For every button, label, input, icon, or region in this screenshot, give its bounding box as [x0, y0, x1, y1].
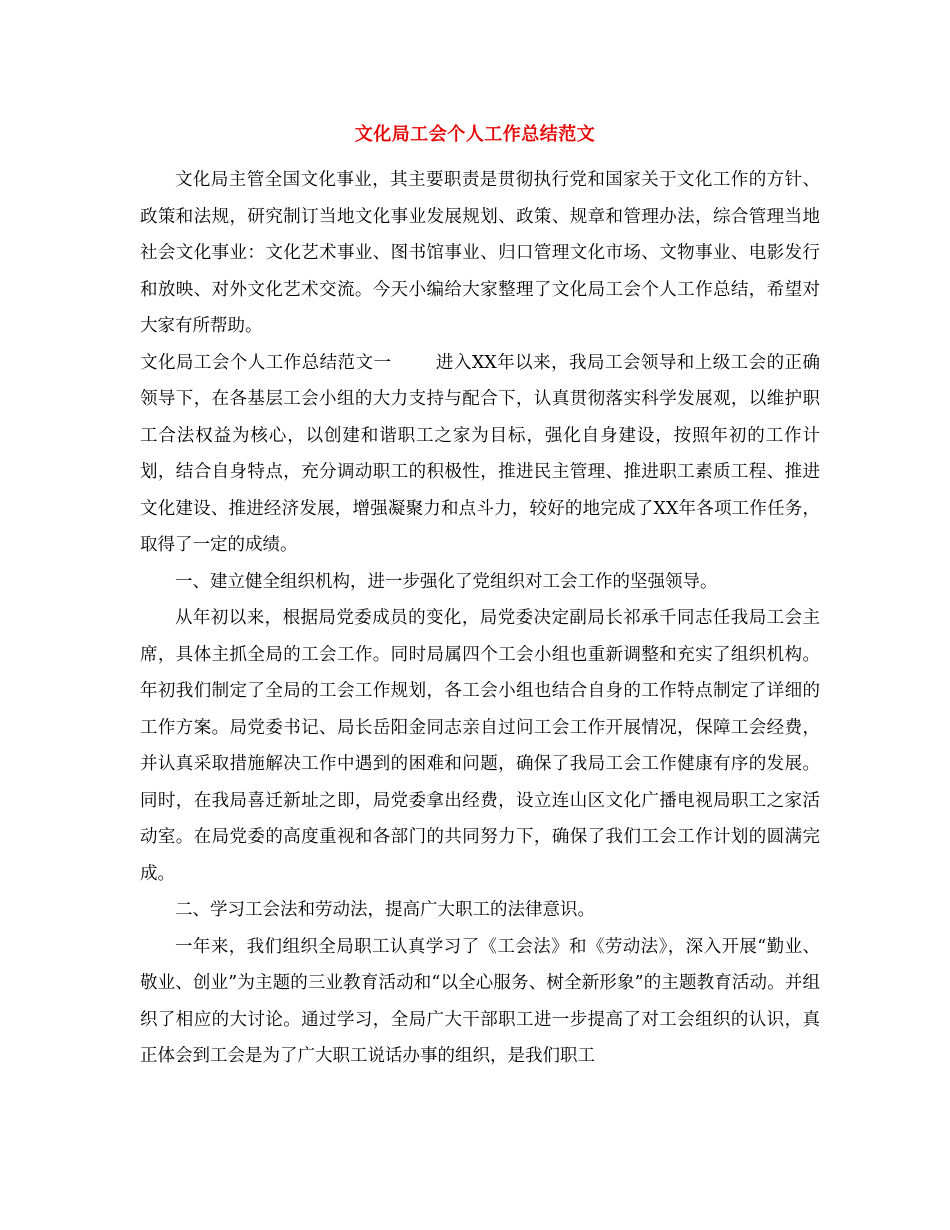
paragraph-1: 从年初以来，根据局党委成员的变化，局党委决定副局长祁承千同志任我局工会主席，具体主抓全局的工会工作。同时局属四个工会小组也重新调整和充实了组织机构。年初我们制定了全局的工会工作规划，各工会小组也结合自身的工作特点制定了详细的工作方案。局党委书记、局长岳阳金同志亲自过问工会工作开展情况，保障工会经费，并认真采取措施解决工作中遇到的困难和问题，确保了我局工会工作健康有序的发展。同时，在我局喜迁新址之即，局党委拿出经费，设立连山区文化广播电视局职工之家活动室。在局党委的高度重视和各部门的共同努力下，确保了我们工会工作计划的圆满完成。: [140, 608, 820, 884]
heading-1: 一、建立健全组织机构，进一步强化了党组织对工会工作的坚强领导。: [175, 571, 718, 592]
intro-paragraph: 文化局主管全国文化事业，其主要职责是贯彻执行党和国家关于文化工作的方针、政策和法规，研究制订当地文化事业发展规划、政策、规章和管理办法，综合管理当地社会文化事业：文化艺术事业、图书馆事业、归口管理文化市场、文物事业、电影发行和放映、对外文化艺术交流。今天小编给大家整理了文化局工会个人工作总结，希望对大家有所帮助。: [140, 170, 820, 336]
paragraph-2: 一年来，我们组织全局职工认真学习了《工会法》和《劳动法》，深入开展“勤业、敬业、创业”为主题的三业教育活动和“以全心服务、树全新形象”的主题教育活动。并组织了相应的大讨论。通过学习，全局广大干部职工进一步提高了对工会组织的认识，真正体会到工会是为了广大职工说话办事的组织，是我们职工: [140, 936, 820, 1066]
document-body: [140, 162, 820, 1075]
section-title: 文化局工会个人工作总结范文一: [140, 352, 392, 373]
heading-2: 二、学习工会法和劳动法，提高广大职工的法律意识。: [175, 900, 595, 920]
section-paragraph: [140, 345, 820, 564]
section-lead: 进入XX年以来，我局工会领导和上级工会的正确领导下，在各基层工会小组的大力支持与配合下，认真贯彻落实科学发展观，以维护职工合法权益为核心，以创建和谐职工之家为目标，强化自身建设，按照年初的工作计划，结合自身特点，充分调动职工的积极性，推进民主管理、推进职工素质工程、推进文化建设、推进经济发展，增强凝聚力和点斗力，较好的地完成了XX年各项工作任务，取得了一定的成绩。: [140, 352, 820, 555]
document-title: 文化局工会个人工作总结范文: [354, 124, 596, 145]
